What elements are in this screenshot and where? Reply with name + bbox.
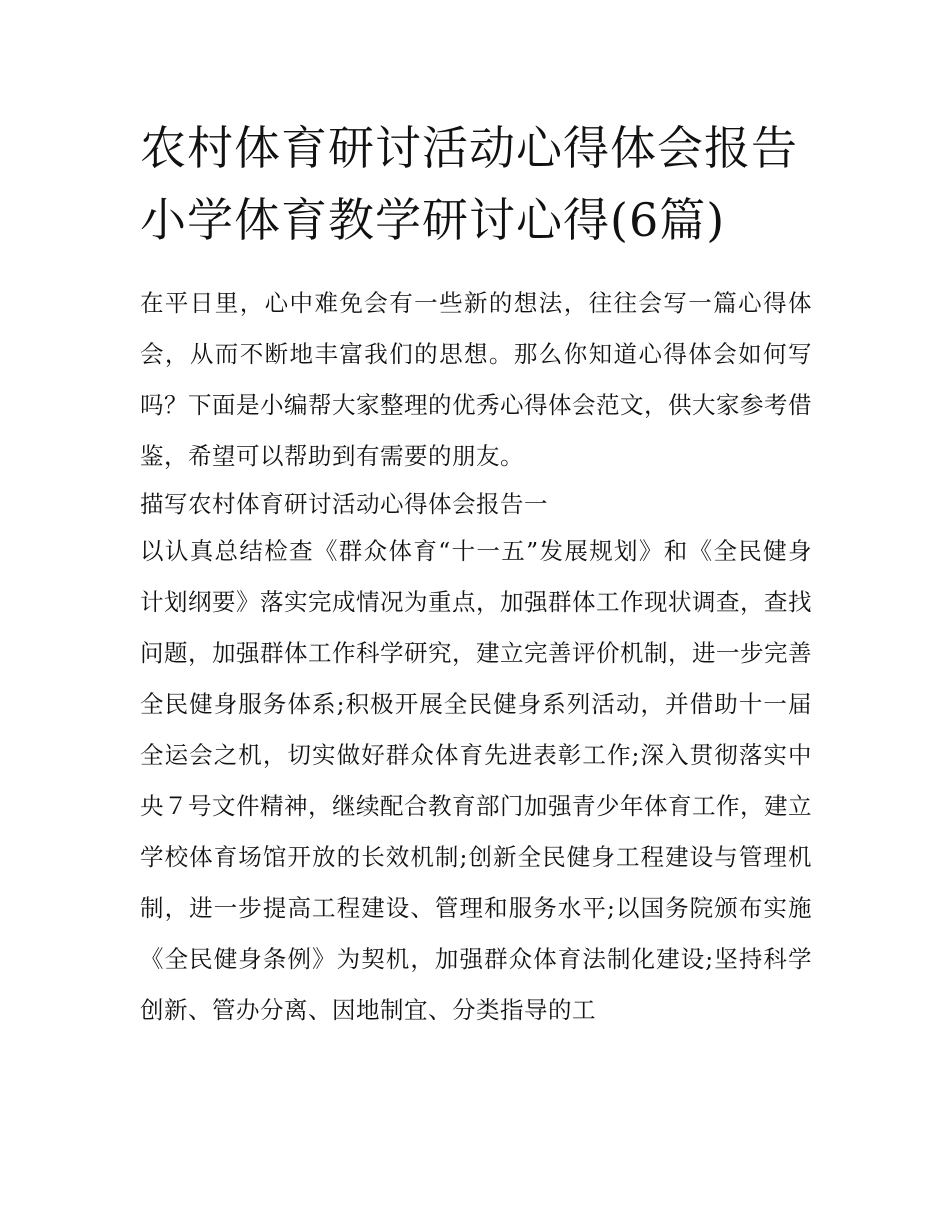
document-page bbox=[140, 112, 812, 1036]
section-heading: 描写农村体育研讨活动心得体会报告一 bbox=[140, 490, 548, 518]
intro-paragraph: 在平日里，心中难免会有一些新的想法，往往会写一篇心得体会，从而不断地丰富我们的思想。那么你知道心得体会如何写吗？下面是小编帮大家整理的优秀心得体会范文，供大家参考借鉴，希望可以帮助到有需要的朋友。 bbox=[140, 289, 812, 470]
document-title: 农村体育研讨活动心得体会报告 小学体育教学研讨心得(6篇) bbox=[140, 121, 798, 247]
body-paragraph: 以认真总结检查《群众体育“十一五”发展规划》和《全民健身计划纲要》落实完成情况为重点，加强群体工作现状调查，查找问题，加强群体工作科学研究，建立完善评价机制，进一步完善全民健身服务体系;积极开展全民健身系列活动，并借助十一届全运会之机，切实做好群众体育先进表彰工作;深入贯彻落实中央７号文件精神，继续配合教育部门加强青少年体育工作，建立学校体育场馆开放的长效机制;创新全民健身工程建设与管理机制，进一步提高工程建设、管理和服务水平;以国务院颁布实施《全民健身条例》为契机，加强群众体育法制化建设;坚持科学创新、管办分离、因地制宜、分类指导的工 bbox=[140, 537, 812, 1024]
